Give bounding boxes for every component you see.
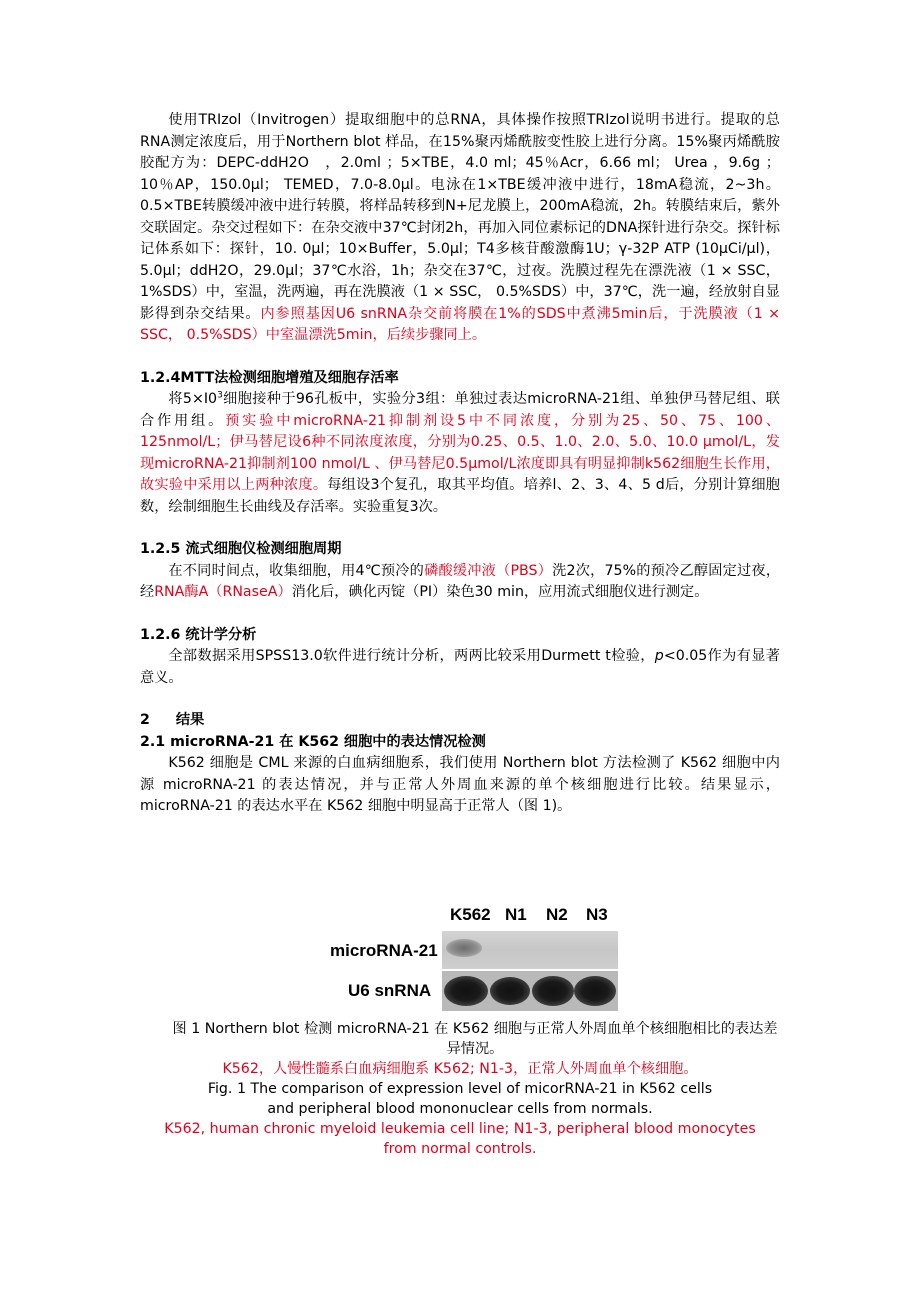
row-label-u6: U6 snRNA (348, 981, 432, 1000)
stats-text-2: <0.05作为有显著意义。 (140, 648, 780, 686)
section-heading-2 (140, 710, 780, 732)
band-n2-u6 (532, 976, 574, 1006)
methods-text: 使用TRIzol（Invitrogen）提取细胞中的总RNA，具体操作按照TRIzol说明书进行。提取的总RNA测定浓度后，用于Northern blot 样品，在15%聚丙烯酰胺变性胶上进行分离。15%聚丙烯酰胺胶配方为：DEPC-ddH2O ，2.0ml ；5×TBE，4.0 ml；45％Acr，6.66 ml； Urea ，9.6g ；10％AP，150.0μl； TEMED，7.0-8.0μl。电泳在1×TBE缓冲液中进行，18mA稳流，2~3h。0.5×TBE转膜缓冲液中进行转膜，将样品转移到N+尼龙膜上，200mA稳流，2h。转膜结束后，紫外交联固定。杂交过程如下：在杂交液中37℃封闭2h，再加入同位素标记的DNA探针进行杂交。探针标记体系如下：探针，10. 0μl；10×Buffer，5.0μl；T4多核苷酸激酶1U；γ-32P ATP (10μCi/μl)，5.0μl；ddH2O，29.0μl；37℃水浴，1h；杂交在37℃，过夜。洗膜过程先在漂洗液（1 × SSC， 1%SDS）中，室温，洗两遍，再在洗膜液（1 × SSC， 0.5%SDS）中，37℃，洗一遍，经放射自显影得到杂交结果。 (140, 112, 780, 322)
row-label-microrna21: microRNA-21 (330, 941, 438, 960)
flow-text-1: 在不同时间点，收集细胞，用4℃预冷的 (168, 562, 425, 579)
document-body (140, 110, 780, 818)
section-2-number: 2 (140, 712, 150, 728)
stats-text-1: 全部数据采用SPSS13.0软件进行统计分析，两两比较采用Durmett t检验， (168, 648, 655, 664)
mtt-paragraph (140, 389, 780, 518)
caption-en-red: K562, human chronic myeloid leukemia cell line; N1-3, peripheral blood monocytes from normal controls. (164, 1121, 756, 1157)
lane-label-n2: N2 (546, 905, 568, 924)
caption-cn-red: K562，人慢性髓系白血病细胞系 K562; N1-3，正常人外周血单个核细胞。 (222, 1061, 698, 1077)
flow-red-2: RNA酶A（RNaseA） (154, 584, 292, 600)
band-k562-u6 (444, 976, 488, 1006)
section-2-title: 结果 (175, 712, 205, 728)
lane-label-n3: N3 (586, 905, 608, 924)
figure-caption (140, 1019, 780, 1159)
section-heading-1-2-6: 1.2.6 统计学分析 (140, 626, 257, 643)
methods-paragraph (140, 110, 780, 347)
lane-label-n1: N1 (505, 905, 527, 924)
mtt-text-1: 将5×I0 (168, 391, 218, 407)
band-k562-microrna21 (446, 939, 482, 957)
northern-blot-figure (330, 905, 630, 1013)
blot-strip-u6 (442, 971, 618, 1011)
section-heading-1-2-4: 1.2.4MTT法检测细胞增殖及细胞存活率 (140, 369, 399, 386)
stats-paragraph (140, 646, 780, 689)
section-heading-2-1: 2.1 microRNA-21 在 K562 细胞中的表达情况检测 (140, 733, 486, 750)
results-paragraph: K562 细胞是 CML 来源的白血病细胞系，我们使用 Northern blot 方法检测了 K562 细胞中内源 microRNA-21 的表达情况，并与正常人外周血来源的单个核细胞进行比较。结果显示，microRNA-21 的表达水平在 K562 细胞中明显高于正常人（图 1)。 (140, 755, 780, 814)
mtt-text-3: 每组设3个复孔，取其平均值。培养l、2、3、4、5 d后，分别计算细胞数，绘制细胞生长曲线及存活率。实验重复3次。 (140, 477, 780, 515)
caption-cn: 图 1 Northern blot 检测 microRNA-21 在 K562 细胞与正常人外周血单个核细胞相比的表达差异情况。 (172, 1021, 778, 1057)
mtt-sup: 3 (217, 390, 223, 401)
lane-label-k562: K562 (450, 905, 491, 924)
methods-red-note: 内参照基因U6 snRNA杂交前将膜在1%的SDS中煮沸5min后，于洗膜液（1 × SSC， 0.5%SDS）中室温漂洗5min，后续步骤同上。 (140, 305, 780, 343)
flow-text-2: 洗2次，75%的预冷乙醇固定过夜，经 (140, 562, 781, 600)
section-heading-1-2-5: 1.2.5 流式细胞仪检测细胞周期 (140, 541, 342, 557)
band-n1-u6 (490, 977, 530, 1005)
stats-p-symbol: p (654, 648, 664, 664)
caption-en: Fig. 1 The comparison of expression level of micorRNA-21 in K562 cells and peripheral blood mononuclear cells from normals. (207, 1081, 713, 1117)
band-n3-u6 (574, 976, 616, 1006)
flow-paragraph (140, 561, 780, 604)
mtt-text-2: 细胞接种于96孔板中，实验分3组：单独过表达microRNA-21组、单独伊马替尼组、联合作用组。 (140, 391, 780, 429)
flow-red-1: 磷酸缓冲液（PBS） (424, 562, 553, 579)
blot-strip-microrna21 (442, 931, 618, 969)
flow-text-3: 消化后，碘化丙锭（PI）染色30 min，应用流式细胞仪进行测定。 (291, 584, 709, 600)
mtt-red-text: 预实验中microRNA-21抑制剂设5中不同浓度，分别为25、50、75、100、125nmol/L；伊马替尼设6种不同浓度浓度，分别为0.25、0.5、1.0、2.0、5.0、10.0 μmol/L，发现microRNA-21抑制剂100 nmol/L 、伊马替尼0.5μmol/L浓度即具有明显抑制k562细胞生长作用，故实验中采用以上两种浓度。 (140, 412, 780, 493)
